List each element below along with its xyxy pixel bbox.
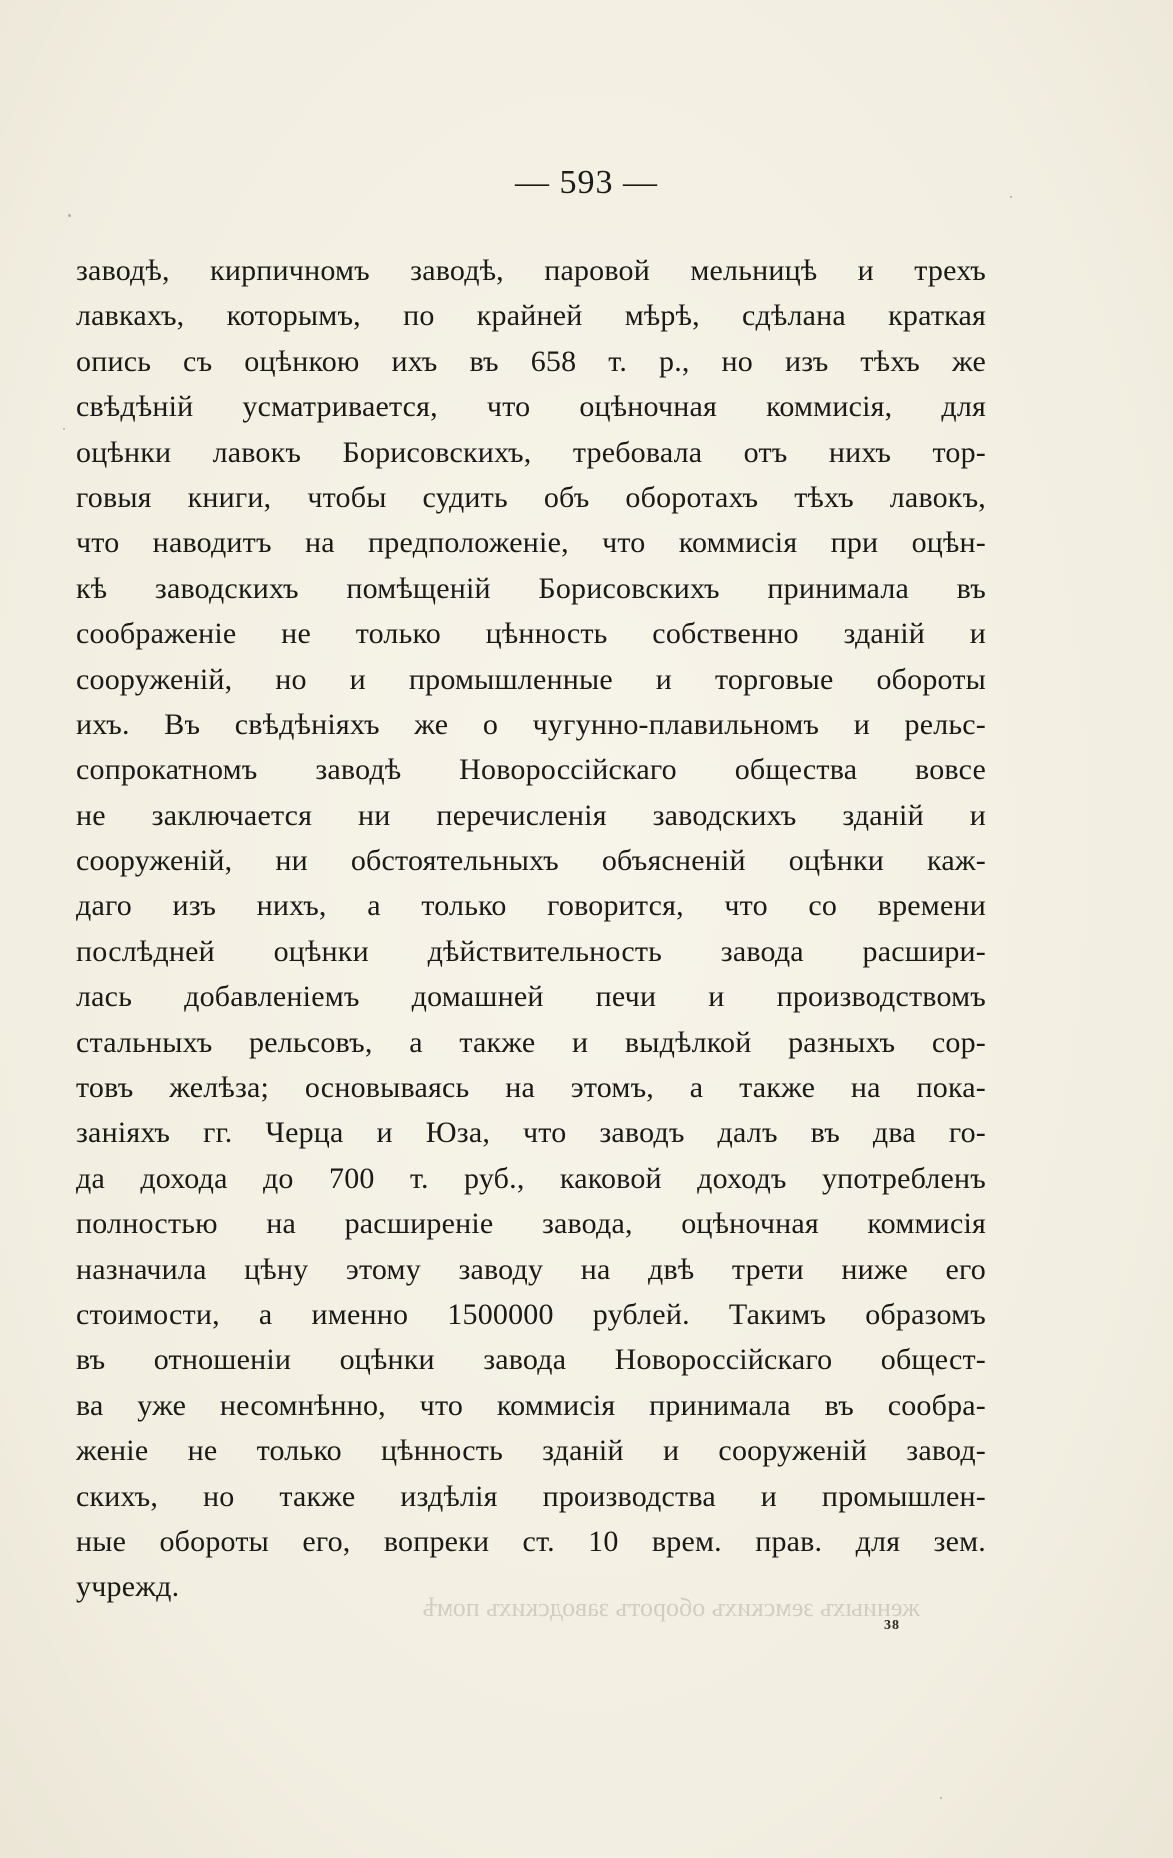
text-line: опись съ оцѣнкою ихъ въ 658 т. р., но изъ тѣхъ же: [76, 344, 986, 378]
signature-mark: 38: [884, 1618, 900, 1633]
text-line: назначила цѣну этому заводу на двѣ трети ниже его: [76, 1252, 986, 1286]
body-text: [76, 248, 986, 1610]
text-line: женіе не только цѣнность зданій и сооруженій завод-: [76, 1434, 986, 1468]
text-line: въ отношеніи оцѣнки завода Новороссійскаго общест-: [76, 1343, 986, 1377]
text-line: полностью на расширеніе завода, оцѣночная коммисія: [76, 1207, 986, 1241]
paper-speck: [63, 428, 65, 430]
text-line: стоимости, а именно 1500000 рублей. Такимъ образомъ: [76, 1297, 986, 1331]
text-line: кѣ заводскихъ помѣщеній Борисовскихъ принимала въ: [76, 571, 986, 605]
text-line: лавкахъ, которымъ, по крайней мѣрѣ, сдѣлана краткая: [76, 299, 986, 333]
text-line: сооруженій, ни обстоятельныхъ объясненій оцѣнки каж-: [76, 844, 986, 878]
paper-speck: [1010, 196, 1012, 198]
text-line: учрежд.: [76, 1570, 180, 1604]
text-line: послѣдней оцѣнки дѣйствительность завода расшири-: [76, 934, 986, 968]
text-line: ихъ. Въ свѣдѣніяхъ же о чугунно-плавильномъ и рельс-: [76, 707, 986, 741]
text-line: товъ желѣза; основываясь на этомъ, а также на пока-: [76, 1071, 986, 1105]
text-line: не заключается ни перечисленія заводскихъ зданій и: [76, 798, 986, 832]
text-line: заніяхъ гг. Черца и Юза, что заводъ далъ въ два го-: [76, 1116, 986, 1150]
text-line: сооруженій, но и промышленные и торговые обороты: [76, 662, 986, 696]
text-line: сопрокатномъ заводѣ Новороссійскаго общества вовсе: [76, 753, 986, 787]
text-line: соображеніе не только цѣнность собственно зданій и: [76, 617, 986, 651]
text-line: ва уже несомнѣнно, что коммисія принимала въ сообра-: [76, 1388, 986, 1422]
text-line: что наводитъ на предположеніе, что коммисія при оцѣн-: [76, 526, 986, 560]
text-line: ные обороты его, вопреки ст. 10 врем. прав. для зем.: [76, 1524, 986, 1558]
text-line: стальныхъ рельсовъ, а также и выдѣлкой разныхъ сор-: [76, 1025, 986, 1059]
text-line: заводѣ, кирпичномъ заводѣ, паровой мельницѣ и трехъ: [76, 254, 986, 287]
text-line: свѣдѣній усматривается, что оцѣночная коммисія, для: [76, 390, 986, 424]
text-line: лась добавленіемъ домашней печи и производствомъ: [76, 980, 986, 1014]
text-line: даго изъ нихъ, а только говорится, что со времени: [76, 889, 986, 923]
text-line: скихъ, но также издѣлія производства и промышлен-: [76, 1479, 986, 1513]
paper-speck: [68, 214, 71, 217]
text-line: да дохода до 700 т. руб., каковой доходъ употребленъ: [76, 1161, 986, 1195]
page-number: — 593 —: [515, 164, 658, 201]
paper-speck: [940, 1797, 942, 1799]
text-line: говыя книги, чтобы судить объ оборотахъ тѣхъ лавокъ,: [76, 480, 986, 514]
text-line: оцѣнки лавокъ Борисовскихъ, требовала отъ нихъ тор-: [76, 435, 986, 469]
show-through-text: жениыхъ земскихъ оборотъ заводскихъ помѣ: [422, 1593, 920, 1622]
